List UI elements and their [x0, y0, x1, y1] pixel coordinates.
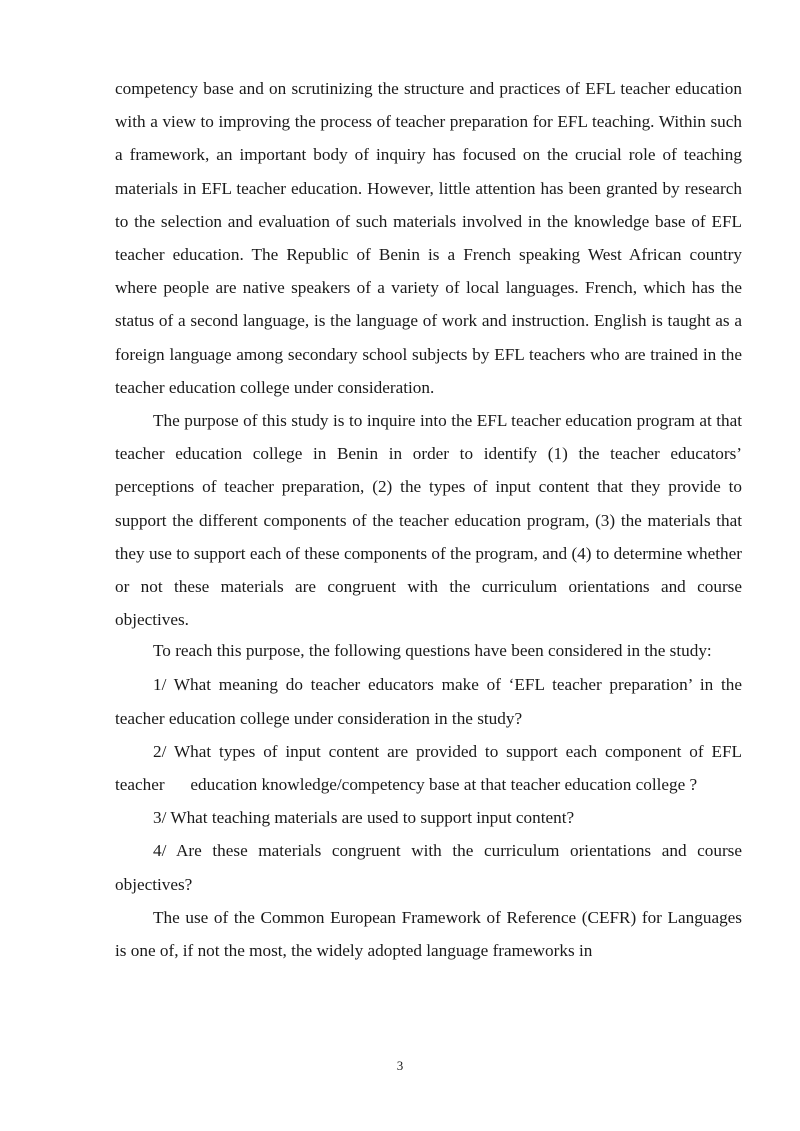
paragraph-cefr: The use of the Common European Framework of Reference (CEFR) for Languages is one of, if not the most, the widely adopted language frameworks in	[115, 907, 742, 961]
document-body	[115, 72, 760, 967]
research-question-2: 2/ What types of input content are provided to support each component of EFL teacher education knowledge/competency base at that teacher education college ?	[115, 741, 747, 795]
paragraph-study-purpose: The purpose of this study is to inquire into the EFL teacher education program at that teacher education college in Benin in order to identify (1) the teacher educators’ perceptions of teacher preparation, (2) the types of input content that they provide to support the different components of the teacher education program, (3) the materials that they use to support each of these components of the program, and (4) to determine whether or not these materials are congruent with the curriculum orientations and course objectives.	[115, 411, 742, 630]
paragraph-research-questions-lead: To reach this purpose, the following questions have been considered in the study:	[153, 641, 712, 661]
research-question-4: 4/ Are these materials congruent with the curriculum orientations and course objectives?	[115, 841, 742, 894]
paragraph-intro-context: competency base and on scrutinizing the structure and practices of EFL teacher education with a view to improving the process of teacher preparation for EFL teaching. Within such a framework, an important body of inquiry has focused on the crucial role of teaching materials in EFL teacher education. However, little attention has been granted by research to the selection and evaluation of such materials involved in the knowledge base of EFL teacher education. The Republic of Benin is a French speaking West African country where people are native speakers of a variety of local languages. French, which has the status of a second language, is the language of work and instruction. English is taught as a foreign language among secondary school subjects by EFL teachers who are trained in the teacher education college under consideration.	[115, 79, 742, 397]
research-question-3: 3/ What teaching materials are used to support input content?	[153, 808, 575, 828]
page-number: 3	[396, 1058, 404, 1073]
research-question-1: 1/ What meaning do teacher educators make of ‘EFL teacher preparation’ in the teacher education college under consideration in the study?	[115, 675, 760, 728]
